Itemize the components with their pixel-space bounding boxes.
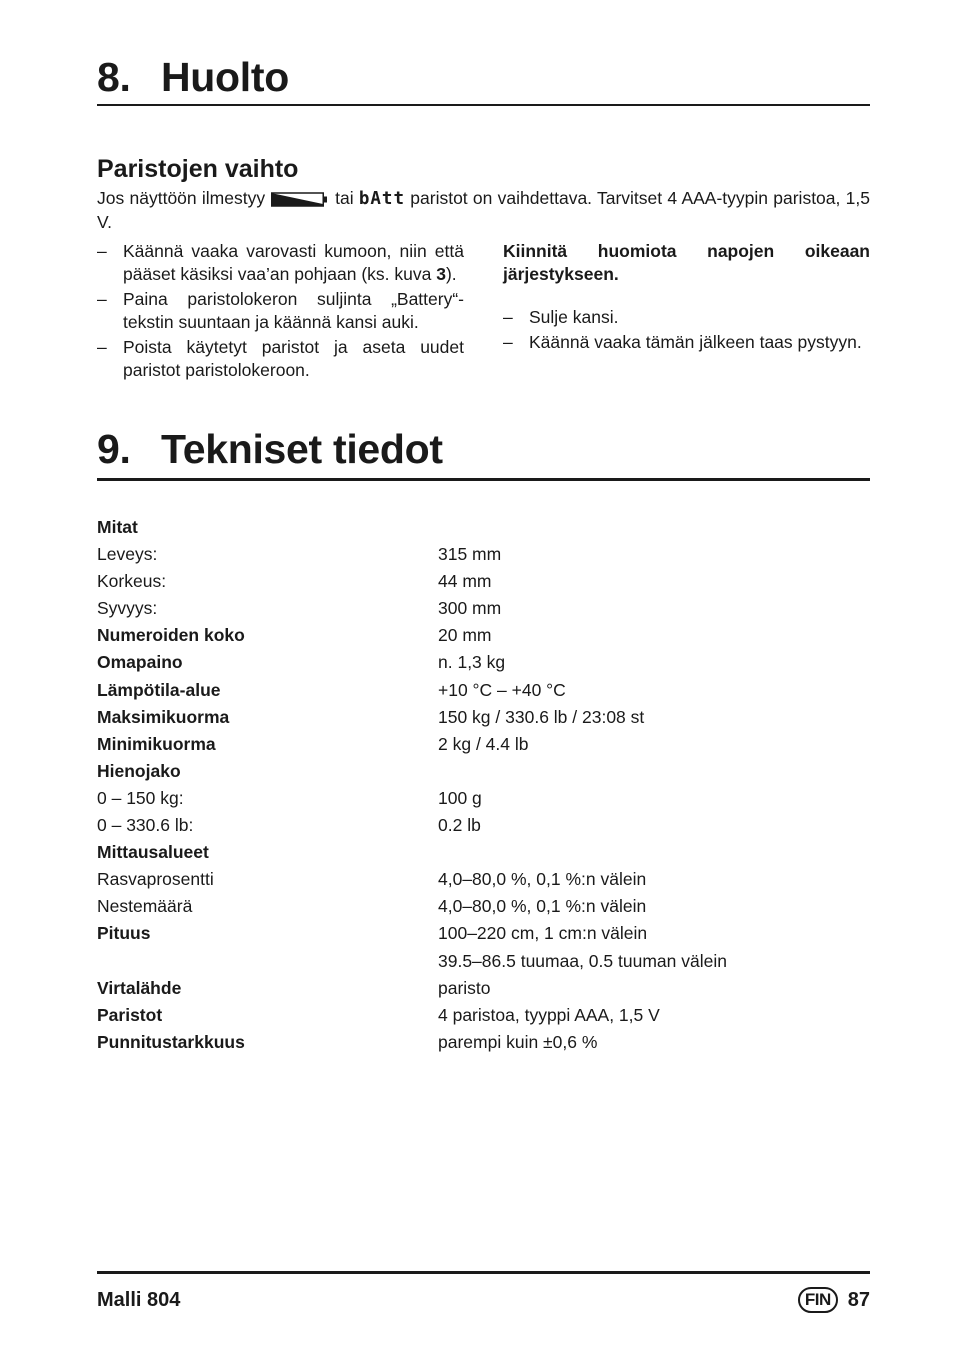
- page-footer: [97, 1286, 870, 1316]
- step-item: [503, 331, 870, 354]
- spec-value: 4 paristoa, tyyppi AAA, 1,5 V: [438, 1004, 660, 1025]
- step-text: Käännä vaaka tämän jälkeen taas pystyyn.: [529, 332, 862, 352]
- spec-row: [97, 893, 870, 920]
- spec-value: 44 mm: [438, 571, 492, 592]
- spec-row: [97, 975, 870, 1002]
- spec-label: Numeroiden koko: [97, 625, 245, 646]
- steps-left-list: [97, 240, 464, 382]
- polarity-note: Kiinnitä huomiota napojen oikeaan järjestykseen.: [503, 241, 870, 284]
- footer-right: [798, 1286, 870, 1314]
- spec-label: Syvyys:: [97, 598, 158, 619]
- spec-value: +10 °C – +40 °C: [438, 679, 566, 700]
- spec-label: Leveys:: [97, 544, 158, 565]
- spec-row: [97, 514, 870, 541]
- steps-right-list: [503, 306, 870, 354]
- intro-paragraph: [97, 187, 870, 234]
- spec-row: [97, 785, 870, 812]
- intro-part-3: paristot on vaihdettava. Tarvitset 4 AAA-tyypin paristoa, 1,5 V.: [97, 188, 870, 232]
- spec-label: 0 – 150 kg:: [97, 787, 184, 808]
- step-item: [503, 306, 870, 329]
- step-text: Poista käytetyt paristot ja aseta uudet paristot paristolokeroon.: [123, 337, 464, 380]
- spec-value: 315 mm: [438, 544, 502, 565]
- spec-row: [97, 839, 870, 866]
- spec-value: parempi kuin ±0,6 %: [438, 1031, 598, 1052]
- section-9-number: 9.: [97, 426, 131, 472]
- batt-display-text: bAtt: [358, 189, 406, 209]
- spec-row: [97, 812, 870, 839]
- section-8-rule: [97, 104, 870, 106]
- spec-row: [97, 758, 870, 785]
- figure-ref: 3: [436, 264, 446, 284]
- section-9-title: Tekniset tiedot: [161, 426, 443, 472]
- spec-row: [97, 866, 870, 893]
- battery-low-icon: [271, 191, 327, 207]
- step-text-end: ).: [445, 264, 457, 284]
- section-8-title: Huolto: [161, 54, 289, 100]
- spec-row: [97, 1002, 870, 1029]
- spec-label: 0 – 330.6 lb:: [97, 815, 194, 836]
- intro-part-2: tai: [335, 188, 354, 208]
- spec-label: Mitat: [97, 517, 138, 537]
- spec-value: 2 kg / 4.4 lb: [438, 733, 529, 754]
- spec-row: [97, 948, 870, 975]
- intro-part-1: Jos näyttöön ilmestyy: [97, 188, 266, 208]
- steps-left-column: [97, 240, 464, 384]
- spec-label: Lämpötila-alue: [97, 679, 221, 700]
- manual-page: [97, 0, 870, 1352]
- spec-value: 4,0–80,0 %, 0,1 %:n välein: [438, 896, 647, 917]
- step-text: Paina paristolokeron suljinta „Battery“-tekstin suuntaan ja käännä kansi auki.: [123, 289, 464, 332]
- spec-value: 150 kg / 330.6 lb / 23:08 st: [438, 706, 645, 727]
- dash-bullet: –: [97, 241, 107, 261]
- spec-label: Hienojako: [97, 760, 181, 781]
- spec-row: [97, 649, 870, 676]
- spec-label: Omapaino: [97, 652, 183, 673]
- spec-row: [97, 541, 870, 568]
- spec-label: Rasvaprosentti: [97, 869, 214, 890]
- step-text: Käännä vaaka varovasti kumoon, niin että pääset käsiksi vaa’an pohjaan (ks. kuva: [123, 241, 464, 284]
- dash-bullet: –: [97, 337, 107, 357]
- spec-label: Nestemäärä: [97, 896, 193, 917]
- spec-table: [97, 514, 870, 1056]
- spec-value: paristo: [438, 977, 491, 998]
- subsection-title: Paristojen vaihto: [97, 155, 299, 183]
- step-item: [97, 336, 464, 382]
- spec-label: Mittausalueet: [97, 842, 209, 863]
- section-8-heading: [97, 53, 870, 101]
- spec-label: Maksimikuorma: [97, 706, 230, 727]
- model-name: Malli 804: [97, 1289, 181, 1311]
- spec-value: 100–220 cm, 1 cm:n välein: [438, 923, 648, 944]
- spec-value: 20 mm: [438, 625, 492, 646]
- spec-label: Paristot: [97, 1004, 163, 1025]
- spec-label: Minimikuorma: [97, 733, 216, 754]
- spec-row: [97, 677, 870, 704]
- spec-value: 0.2 lb: [438, 815, 481, 836]
- spec-label: Virtalähde: [97, 977, 182, 998]
- section-9-heading: [97, 425, 870, 473]
- spec-value: 300 mm: [438, 598, 502, 619]
- dash-bullet: –: [503, 332, 513, 352]
- language-badge: FIN: [798, 1287, 838, 1313]
- dash-bullet: –: [97, 289, 107, 309]
- footer-rule: [97, 1271, 870, 1274]
- spec-row: [97, 1029, 870, 1056]
- spec-label: Korkeus:: [97, 571, 167, 592]
- spec-value: 100 g: [438, 787, 482, 808]
- step-text: Sulje kansi.: [529, 307, 619, 327]
- steps-right-column: [503, 240, 870, 356]
- step-item: [97, 288, 464, 334]
- section-8-number: 8.: [97, 54, 131, 100]
- spec-value: 4,0–80,0 %, 0,1 %:n välein: [438, 869, 647, 890]
- spec-value: 39.5–86.5 tuumaa, 0.5 tuuman välein: [438, 950, 727, 971]
- spec-row: [97, 704, 870, 731]
- spec-row: [97, 595, 870, 622]
- dash-bullet: –: [503, 307, 513, 327]
- page-number: 87: [847, 1289, 870, 1311]
- spec-value: n. 1,3 kg: [438, 652, 506, 673]
- step-item: [97, 240, 464, 286]
- section-9-rule: [97, 478, 870, 481]
- spec-row: [97, 568, 870, 595]
- spec-row: [97, 622, 870, 649]
- spec-label: Punnitustarkkuus: [97, 1031, 245, 1052]
- spec-label: Pituus: [97, 923, 151, 944]
- spec-row: [97, 731, 870, 758]
- spec-row: [97, 920, 870, 947]
